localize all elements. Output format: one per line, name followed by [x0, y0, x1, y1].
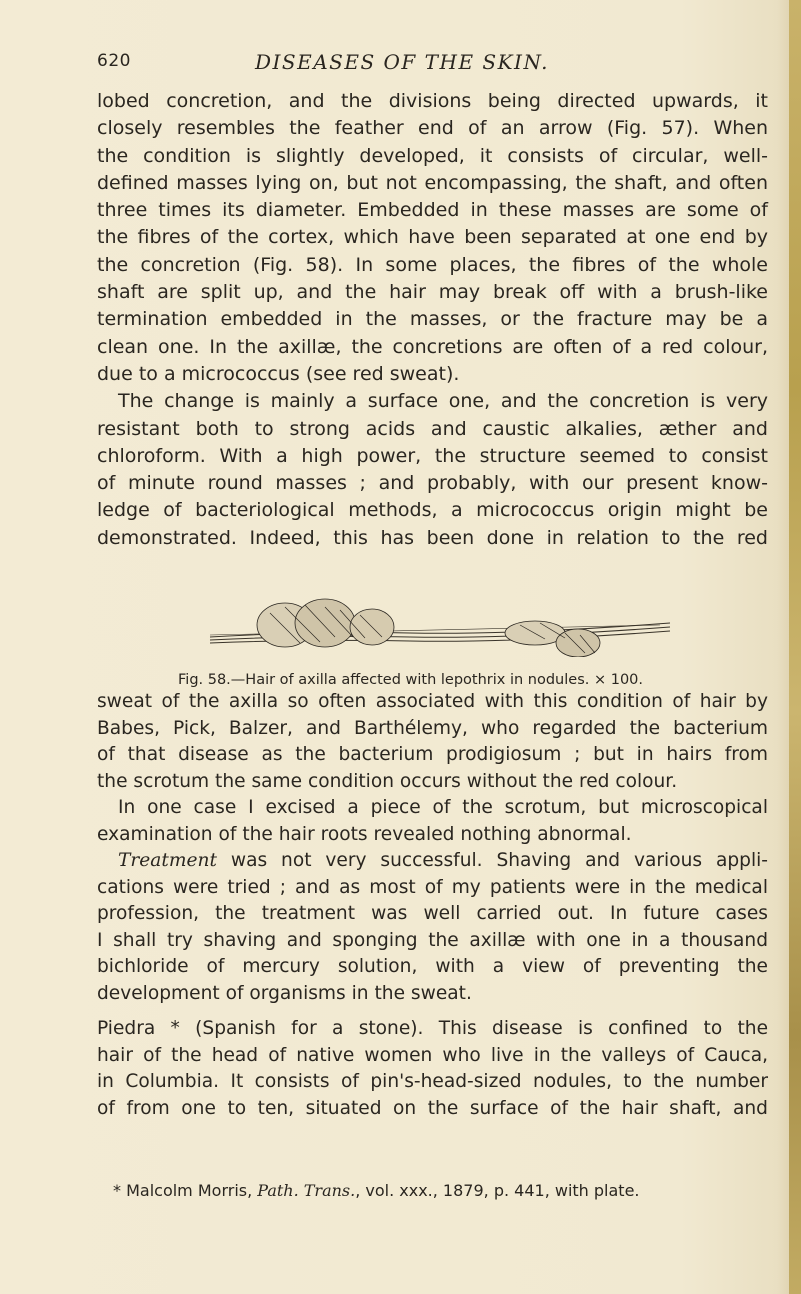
text-line: closely resembles the feather end of an arrow (Fig. 57). When [97, 117, 768, 140]
text-line: the condition is slightly developed, it consists of circular, well- [97, 144, 768, 167]
text-line: the fibres of the cortex, which have been separated at one end by [97, 226, 768, 249]
text-line: In one case I excised a piece of the scrotum, but microscopical [118, 797, 768, 818]
text-line: the scrotum the same condition occurs without the red colour. [97, 770, 678, 792]
footnote-prefix: * Malcolm Morris, [113, 1181, 258, 1200]
text-fragment: (Spanish for a stone). This disease is confined to the [195, 1018, 769, 1039]
text-line: of from one to ten, situated on the surface of the hair shaft, and [97, 1097, 768, 1119]
text-line: three times its diameter. Embedded in these masses are some of [97, 199, 768, 222]
text-line: the concretion (Fig. 58). In some places, the fibres of the whole [97, 253, 768, 276]
text-line: bichloride of mercury solution, with a view of preventing the [97, 956, 768, 977]
text-line: cations were tried ; and as most of my patients were in the medical [97, 876, 768, 898]
text-line: of that disease as the bacterium prodigiosum ; but in hairs from [97, 744, 768, 765]
text-line: examination of the hair roots revealed nothing abnormal. [97, 823, 632, 845]
page-number: 620 [97, 51, 131, 71]
page-header [97, 51, 737, 77]
running-title: DISEASES OF THE SKIN. [255, 50, 550, 74]
text-line: ledge of bacteriological methods, a micrococcus origin might be [97, 499, 768, 522]
text-line: of minute round masses ; and probably, with our present know- [97, 472, 768, 495]
text-line: shaft are split up, and the hair may break off with a brush-like [97, 281, 768, 304]
text-line: due to a micrococcus (see red sweat). [97, 362, 460, 385]
text-line: hair of the head of native women who live in the valleys of Cauca, [97, 1044, 768, 1066]
text-line: termination embedded in the masses, or the fracture may be a [97, 308, 768, 331]
text-line: clean one. In the axillæ, the concretions are often of a red colour, [97, 335, 768, 358]
figure-caption: Fig. 58.—Hair of axilla affected with lepothrix in nodules. × 100. [178, 672, 644, 688]
text-line: profession, the treatment was well carried out. In future cases [97, 903, 768, 924]
footnote-suffix: , vol. xxx., 1879, p. 441, with plate. [355, 1181, 640, 1200]
text-line: demonstrated. Indeed, this has been done in relation to the red [97, 526, 768, 549]
text-line: sweat of the axilla so often associated with this condition of hair by [97, 691, 768, 712]
footnote [113, 1181, 640, 1200]
text-fragment: was not very successful. Shaving and various appli- [230, 850, 768, 871]
footnote-journal: Path. Trans. [257, 1181, 356, 1200]
text-line: resistant both to strong acids and caustic alkalies, æther and [97, 417, 768, 440]
text-line: in Columbia. It consists of pin's-head-sized nodules, to the number [97, 1071, 768, 1092]
text-line: chloroform. With a high power, the structure seemed to consist [97, 444, 768, 467]
body-text-bottom [97, 689, 768, 1122]
text-line: I shall try shaving and sponging the axillæ with one in a thousand [97, 929, 768, 951]
text-line: Babes, Pick, Balzer, and Barthélemy, who regarded the bacterium [97, 717, 768, 739]
text-line: The change is mainly a surface one, and the concretion is very [118, 390, 768, 413]
text-line: lobed concretion, and the divisions being directed upwards, it [97, 90, 768, 112]
treatment-heading: Treatment [118, 850, 217, 871]
text-line: development of organisms in the sweat. [97, 982, 472, 1004]
hair-figure-illustration [190, 585, 690, 657]
text-line-piedra [97, 1016, 768, 1043]
text-line-treatment [97, 848, 768, 875]
page-edge [789, 0, 801, 1294]
piedra-heading: Piedra * [97, 1018, 180, 1039]
text-line: defined masses lying on, but not encompassing, the shaft, and often [97, 171, 768, 194]
body-text-top [97, 88, 768, 552]
